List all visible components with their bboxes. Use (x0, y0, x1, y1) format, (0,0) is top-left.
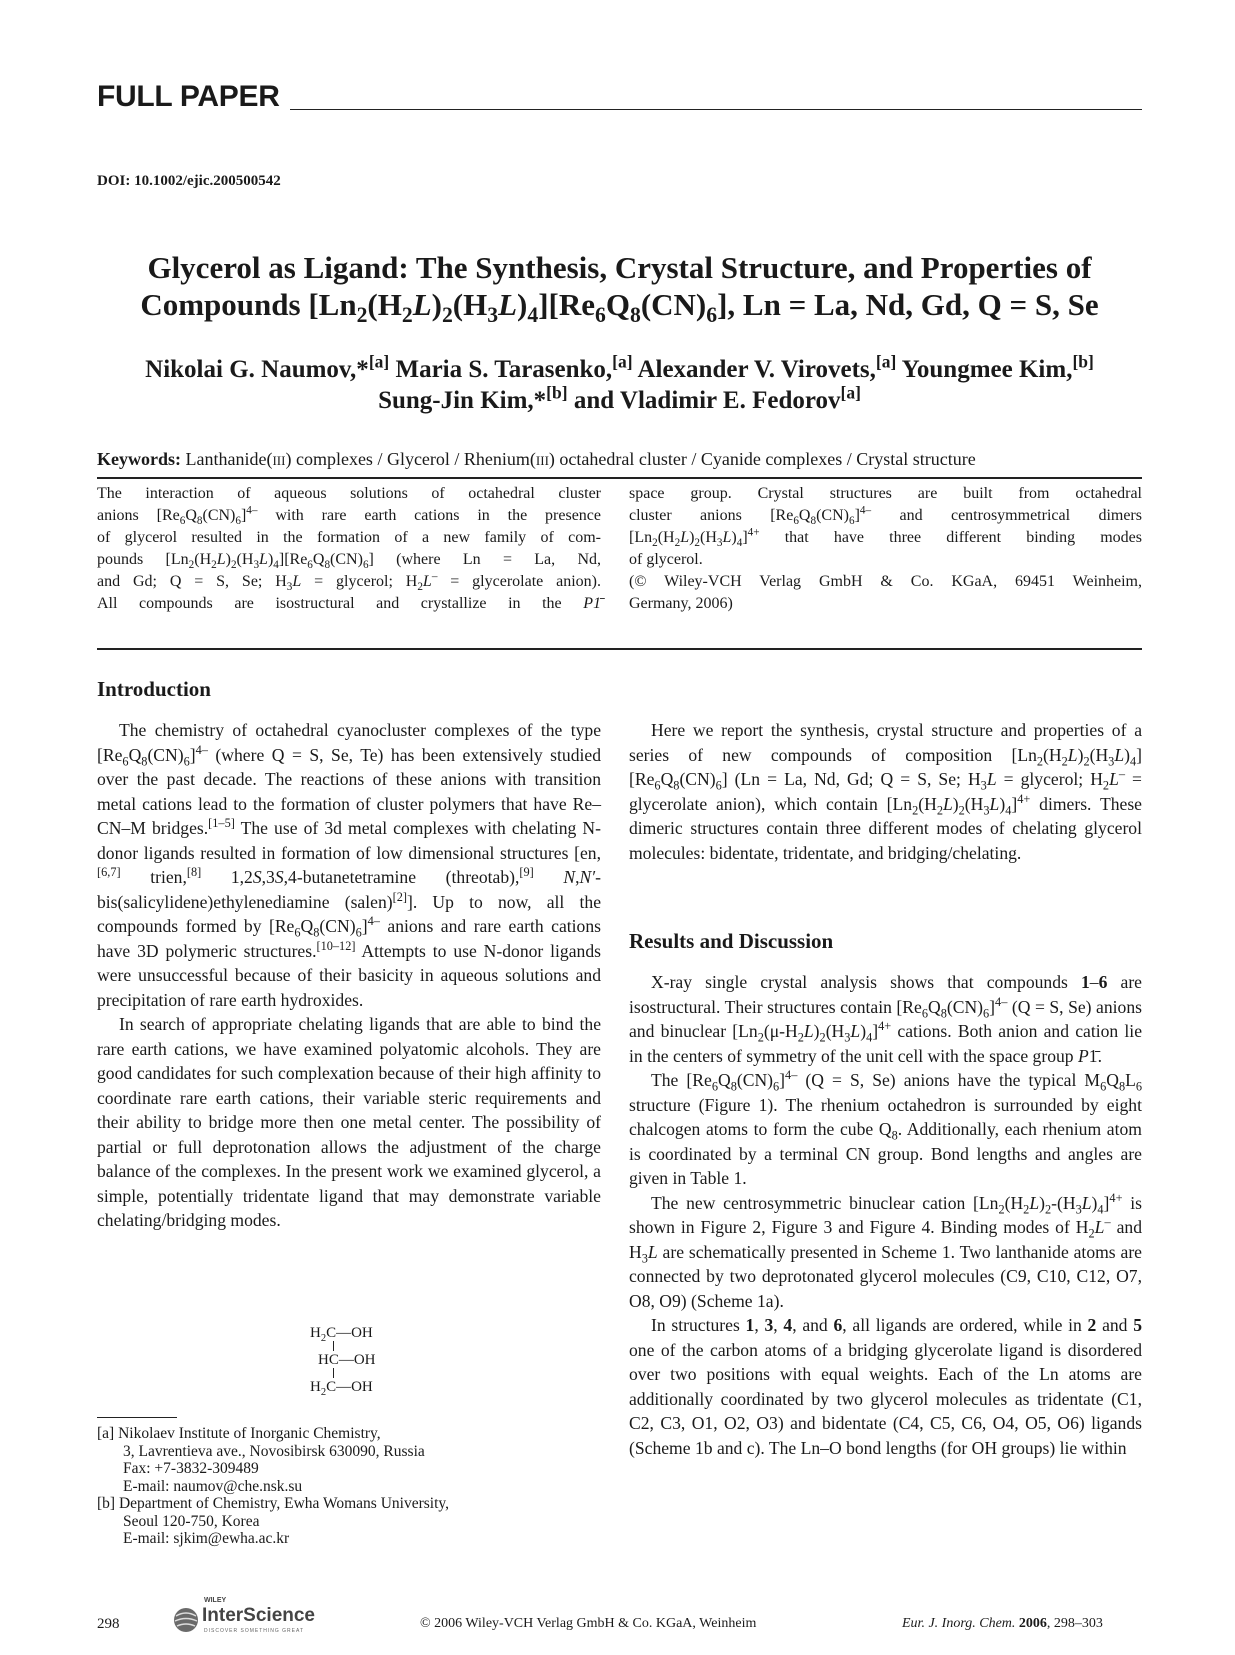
header-rule (290, 109, 1142, 110)
affiliation-a: [a] Nikolaev Institute of Inorganic Chemistry, 3, Lavrentieva ave., Novosibirsk 630090, Russia Fax: +7-3832-309489 E-mail: naumov@che.nsk.su (97, 1425, 425, 1495)
doi: DOI: 10.1002/ejic.200500542 (97, 173, 281, 189)
results-body (629, 970, 1142, 1460)
results-paragraph-1: X-ray single crystal analysis shows that compounds 1–6 are isostructural. Their structures contain $[Re_6Q_8(CN)_6]^{4-}$ (Q = S, Se) anions and binuclear $[Ln_2(\mu-H_2L)_2(H_3L)_4]^{4+}$ cations. Both anion and cation lie in the centers of symmetry of the unit cell with the space group P1̄. (629, 972, 1143, 1066)
footer-journal-citation: Eur. J. Inorg. Chem. 2006, 298–303 (902, 1616, 1103, 1631)
author-list: Nikolai G. Naumov,*[a] Maria S. Tarasenko,[a] Alexander V. Virovets,[a] Youngmee Kim,[b] Sung-Jin Kim,*[b] and Vladimir E. Fedorov[a] (145, 351, 1094, 414)
intro-paragraph-1: The chemistry of octahedral cyanocluster complexes of the type $[Re_6Q_8(CN)_6]^{4-}$ (where Q = S, Se, Te) has been extensively studied over the past decade. The reactions of these anions with transition metal cations lead to the formation of cluster polymers that have Re–CN–M bridges.[1–5] The use of 3d metal complexes with chelating N-donor ligands resulted in formation of low dimensional structures [en,[6,7] trien,[8] 1,2S,3S,4-butanetetramine (threotab),[9] N,N′-bis(salicylidene)ethylenediamine (salen)[2]]. Up to now, all the compounds formed by $[Re_6Q_8(CN)_6]^{4-}$ anions and rare earth cations have 3D polymeric structures.[10–12] Attempts to use N-donor ligands were unsuccessful because of their basicity in aqueous solutions and precipitation of rare earth hydroxides. (97, 720, 601, 1010)
structure-bond-1 (333, 1341, 334, 1351)
structure-row-3: $H_2C—OH$ (310, 1379, 373, 1398)
title-line-1: Glycerol as Ligand: The Synthesis, Crystal Structure, and Properties of (147, 250, 1092, 285)
structure-bond-2 (333, 1368, 334, 1378)
abstract-left-column: The interaction of aqueous solutions of octahedral cluster anions $[Re_6Q_8(CN)_6]^{4-}$ with rare earth cations in the presence of glycerol resulted in the formation of a new family of com- pounds $[Ln_2(H_2L)_2(H_3L)_4][Re_6Q_8(CN)_6]$ (where Ln = La, Nd, and Gd; Q = S, Se; $H_3L$ = glycerol; $H_2L^-$ = glycerolate anion). All compounds are isostructural and crystallize in the P1̄ (97, 485, 602, 612)
interscience-logo: WILEY InterScience DISCOVER SOMETHING GREAT (170, 1598, 330, 1638)
results-paragraph-3: The new centrosymmetric binuclear cation $[Ln_2(H_2L)_2-(H_3L)_4]^{4+}$ is shown in Figure 2, Figure 3 and Figure 4. Binding modes of $H_2L^-$ and $H_3L$ are schematically presented in Scheme 1. Two lanthanide atoms are connected by two deprotonated glycerol molecules (C9, C10, C12, O7, O8, O9) (Scheme 1a). (629, 1190, 1142, 1311)
affiliation-footnotes (97, 1425, 607, 1548)
page-number: 298 (97, 1616, 120, 1632)
article-title (97, 249, 1142, 328)
right-paragraph-1: Here we report the synthesis, crystal structure and properties of a series of new compounds of composition $[Ln_2(H_2L)_2(H_3L)_4][Re_6Q_8(CN)_6] (Ln = La$, Nd, Gd; Q = S, Se; $H_3L$ = glycerol; $H_2L^-$ = glycerolate anion), which contain $[Ln_2(H_2L)_2(H_3L)_4]^{4+}$ dimers. These dimeric structures contain three different modes of chelating glycerol molecules: bidentate, tridentate, and bridging/chelating. (629, 720, 1142, 863)
footnote-rule (97, 1417, 177, 1418)
structure-row-2: HC—OH (318, 1352, 376, 1368)
footer-copyright: © 2006 Wiley-VCH Verlag GmbH & Co. KGaA, Weinheim (420, 1616, 757, 1631)
introduction-body (97, 718, 601, 1233)
glycerol-structure-formula (310, 1320, 376, 1401)
right-column-intro-body (629, 718, 1142, 865)
abstract-right-column: space group. Crystal structures are built from octahedral cluster anions $[Re_6Q_8(CN)_6]^{4-}$ and centrosymmetrical dimers $[Ln_2(H_2L)_2(H_3L)_4]^{4+}$ that have three different binding modes of glycerol. (© Wiley-VCH Verlag GmbH & Co. KGaA, 69451 Weinheim, Germany, 2006) (629, 485, 1142, 612)
running-header-label: FULL PAPER (97, 80, 280, 113)
results-paragraph-4: In structures 1, 3, 4, and 6, all ligands are ordered, while in 2 and 5 one of the carbon atoms of a bridging glycerolate ligand is disordered over two positions with equal weights. Each of the Ln atoms are additionally coordinated by two glycerol molecules as tridentate (C1, C2, C3, O1, O2, O3) and bidentate (C4, C5, C6, O4, O5, O6) ligands (Scheme 1b and c). The Ln–O bond lengths (for OH groups) lie within (629, 1315, 1143, 1458)
section-heading-introduction: Introduction (97, 677, 211, 701)
abstract-top-rule (97, 477, 1142, 479)
title-line-2: Compounds $[Ln_2(H_2L)_2(H_3L)_4][Re_6Q_8(CN)_6]$, Ln = La, Nd, Gd, Q = S, Se (140, 287, 1099, 328)
abstract-bottom-rule (97, 648, 1142, 650)
intro-paragraph-2: In search of appropriate chelating ligands that are able to bind the rare earth cations, we have examined polyatomic alcohols. They are good candidates for such complexation because of their high affinity to coordinate rare earth cations, their variable steric requirements and their ability to bridge more then one metal center. The possibility of partial or full deprotonation allows the adjustment of the charge balance of the complexes. In the present work we examined glycerol, a simple, potentially tridentate ligand that may demonstrate variable chelating/bridging modes. (97, 1014, 601, 1230)
affiliation-b: [b] Department of Chemistry, Ewha Womans University, Seoul 120-750, Korea E-mail: sjkim@ewha.ac.kr (97, 1495, 450, 1547)
results-paragraph-2: The $[Re_6Q_8(CN)_6]^{4-}$ (Q = S, Se) anions have the typical $M_6Q_8L_6$ structure (Figure 1). The rhenium octahedron is surrounded by eight chalcogen atoms to form the cube $Q_8$. Additionally, each rhenium atom is coordinated by a terminal CN group. Bond lengths and angles are given in Table 1. (629, 1068, 1142, 1188)
keywords: Keywords: Lanthanide(III) complexes / Glycerol / Rhenium(III) octahedral cluster / Cyanide complexes / Crystal structure (97, 449, 976, 469)
structure-row-1: $H_2C—OH$ (310, 1325, 373, 1344)
keywords-label: Keywords: (97, 449, 181, 469)
section-heading-results: Results and Discussion (629, 929, 834, 953)
